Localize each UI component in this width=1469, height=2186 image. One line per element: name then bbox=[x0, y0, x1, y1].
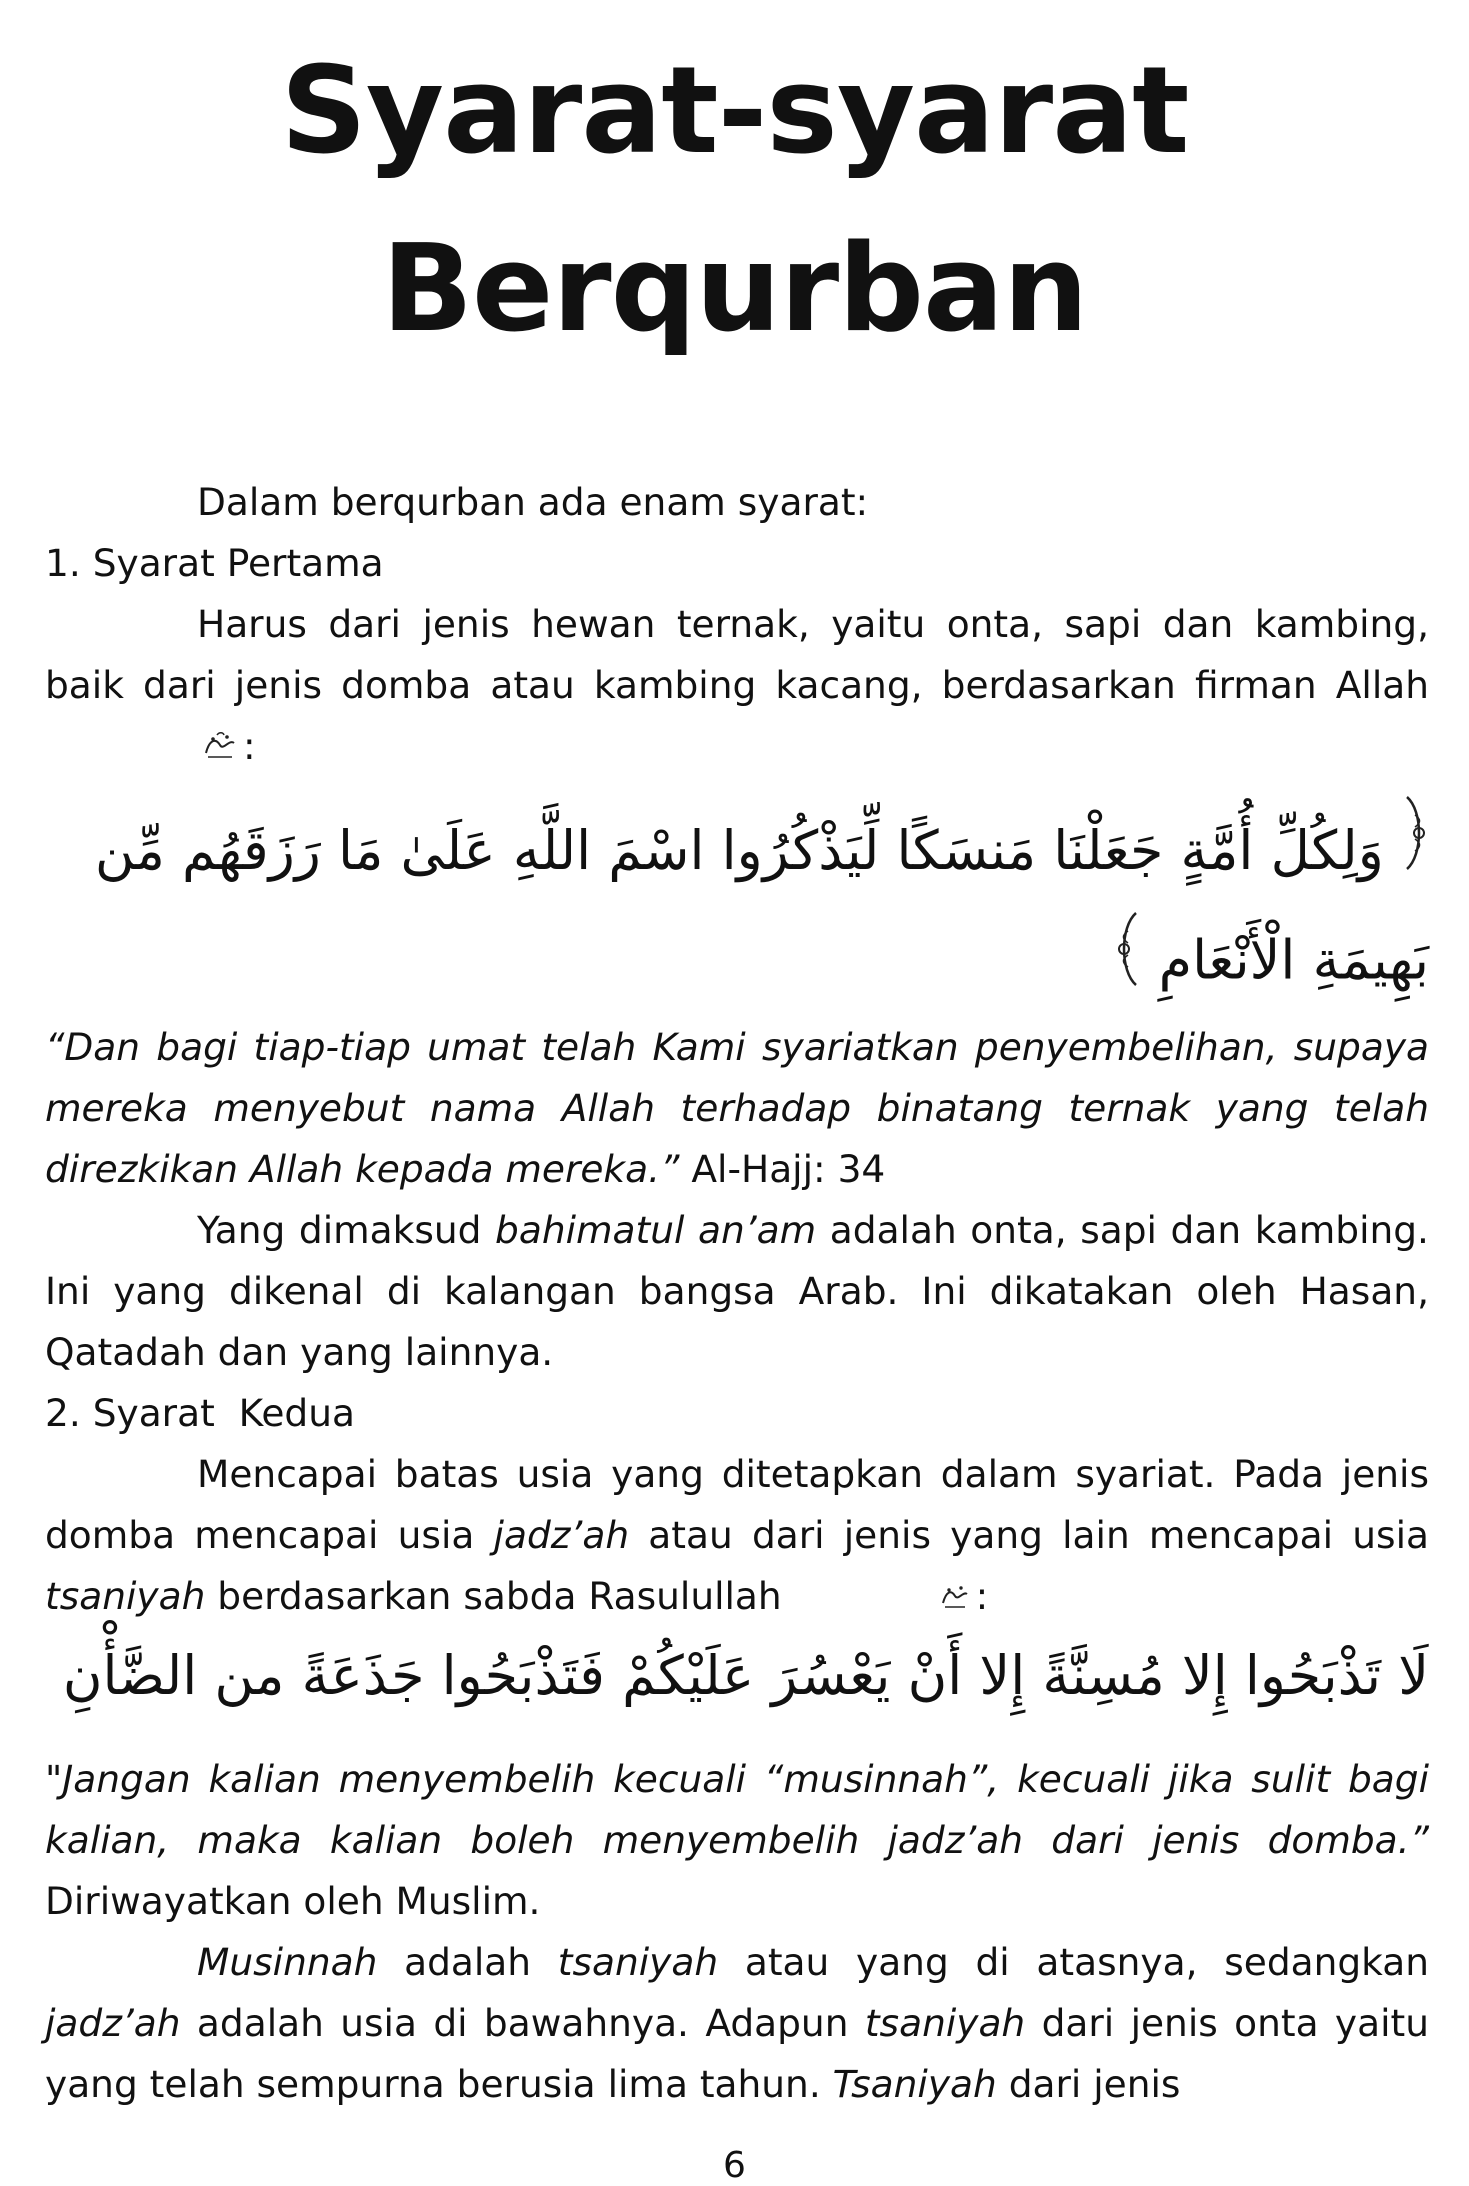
italic-term: tsaniyah bbox=[557, 1940, 719, 1984]
italic-term: Musinnah bbox=[197, 1940, 378, 1984]
text-run: adalah bbox=[377, 1940, 558, 1984]
text-run: : bbox=[975, 1574, 989, 1618]
quran-verse-line-1 bbox=[45, 791, 1429, 911]
section-1-quote-reference: Al-Hajj: 34 bbox=[679, 1147, 886, 1191]
text-run: Mencapai batas usia yang ditetapkan dalam syariat. Pada jenis domba mencapai usia bbox=[45, 1452, 1429, 1557]
italic-term: jadz’ah bbox=[45, 2001, 181, 2045]
italic-term: tsaniyah bbox=[45, 1574, 206, 1618]
section-1-explanation bbox=[45, 1200, 1429, 1383]
section-1-colon: : bbox=[243, 724, 256, 768]
section-2-paragraph bbox=[45, 1444, 1429, 1629]
italic-term: bahimatul an’am bbox=[495, 1208, 817, 1252]
text-run: dari jenis bbox=[996, 2062, 1181, 2106]
ornament-right-icon bbox=[1401, 793, 1429, 915]
section-1-quote bbox=[45, 1017, 1429, 1200]
italic-term: Tsaniyah bbox=[832, 2062, 997, 2106]
honorific-glyph-icon bbox=[51, 718, 237, 779]
section-2-quote bbox=[45, 1749, 1429, 1932]
section-2-heading: 2. Syarat Kedua bbox=[45, 1391, 355, 1435]
text-run: dari jenis onta yaitu yang telah sempurna berusia lima tahun. bbox=[45, 2001, 1429, 2106]
quran-verse-text-2: بَهِيمَةِ الْأَنْعَامِ bbox=[1158, 928, 1429, 992]
page-number: 6 bbox=[723, 2145, 746, 2186]
italic-term: tsaniyah bbox=[864, 2001, 1026, 2045]
section-1-paragraph bbox=[45, 594, 1429, 779]
hadith-text: لَا تَذْبَحُوا إِلا مُسِنَّةً إِلا أَنْ يَعْسُرَ عَلَيْكُمْ فَتَذْبَحُوا جَذَعَةً من الضَّأْنِ bbox=[62, 1644, 1429, 1707]
text-run: adalah usia di bawahnya. Adapun bbox=[180, 2001, 865, 2045]
section-2-quote-reference: Diriwayatkan oleh Muslim. bbox=[45, 1879, 541, 1923]
page-title-line-2: Berqurban bbox=[381, 220, 1088, 359]
quran-verse-line-2 bbox=[45, 909, 1429, 1017]
italic-term: jadz’ah bbox=[493, 1513, 630, 1557]
section-1-text: Harus dari jenis hewan ternak, yaitu onta, sapi dan kambing, baik dari jenis domba atau kambing kacang, berdasarkan firman Allah bbox=[45, 602, 1429, 707]
ornament-left-icon bbox=[1114, 909, 1142, 1019]
section-1-heading: 1. Syarat Pertama bbox=[45, 541, 384, 585]
section-2-explanation bbox=[45, 1932, 1429, 2115]
intro-paragraph: Dalam berqurban ada enam syarat: bbox=[197, 480, 869, 524]
honorific-glyph-icon bbox=[788, 1568, 970, 1629]
text-run: atau dari jenis yang lain mencapai usia bbox=[629, 1513, 1429, 1557]
text-run: adalah onta, sapi dan kambing. Ini yang dikenal di kalangan bangsa Arab. Ini dikatakan oleh Hasan, Qatadah dan yang lainnya. bbox=[45, 1208, 1429, 1374]
text-run: atau yang di atasnya, sedangkan bbox=[718, 1940, 1429, 1984]
quran-verse-text-1: وَلِكُلِّ أُمَّةٍ جَعَلْنَا مَنسَكًا لِّيَذْكُرُوا اسْمَ اللَّهِ عَلَىٰ مَا رَزَقَهُم مِّن bbox=[94, 819, 1384, 882]
text-run: Yang dimaksud bbox=[197, 1208, 496, 1252]
section-1-quote-text: “Dan bagi tiap-tiap umat telah Kami syariatkan penyembelihan, supaya mereka menyebut nama Allah terhadap binatang ternak yang telah direzkikan Allah kepada mereka.” bbox=[45, 1025, 1429, 1191]
text-run: berdasarkan sabda Rasulullah bbox=[205, 1574, 782, 1618]
hadith-text-line bbox=[45, 1631, 1429, 1721]
body-text bbox=[45, 472, 1429, 2115]
page-title-line-1: Syarat-syarat bbox=[280, 42, 1189, 181]
section-2-quote-text: "Jangan kalian menyembelih kecuali “musinnah”, kecuali jika sulit bagi kalian, maka kalian boleh menyembelih jadz’ah dari jenis domba.” bbox=[45, 1757, 1429, 1862]
